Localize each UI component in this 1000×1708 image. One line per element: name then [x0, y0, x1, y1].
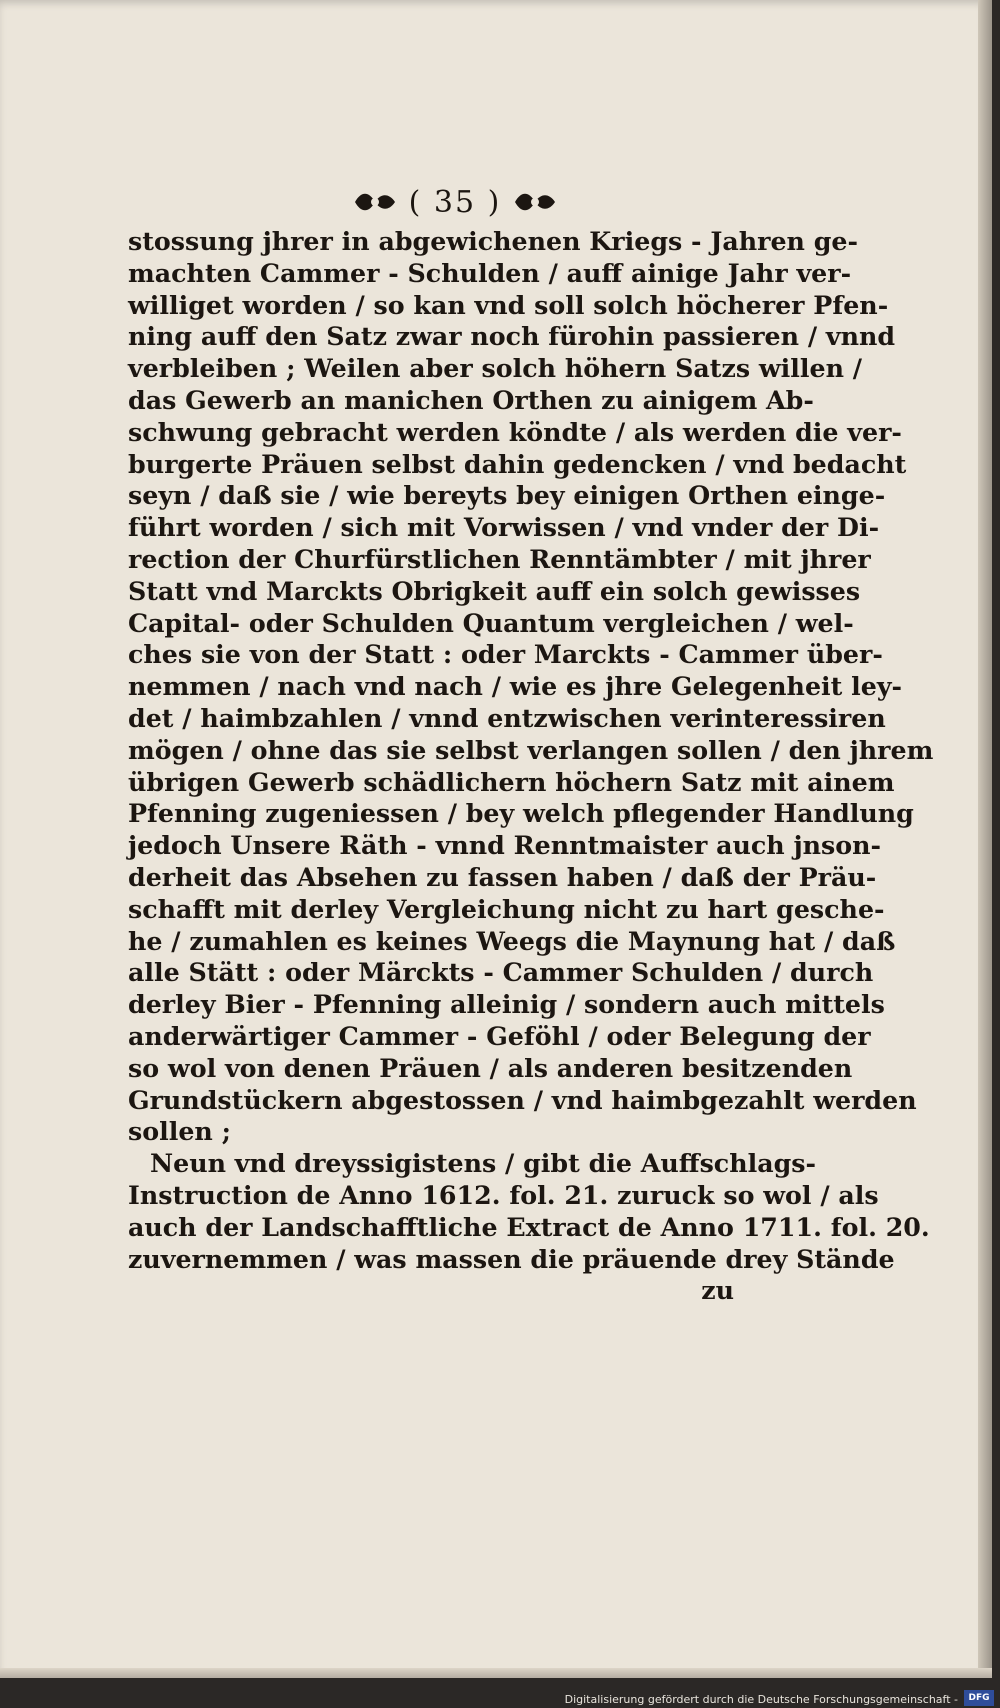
text-line: jedoch Unsere Räth - vnnd Renntmaister auch jnson- [128, 830, 882, 861]
text-line: Capital- oder Schulden Quantum vergleichen / wel- [128, 607, 854, 638]
text-line: zuvernemmen / was massen die präuende drey Stände [128, 1243, 895, 1274]
text-line: seyn / daß sie / wie bereyts bey einigen Orthen einge- [128, 480, 886, 511]
dfg-logo: DFG [964, 1690, 994, 1706]
text-line: Statt vnd Marckts Obrigkeit auff ein solch gewisses [128, 575, 861, 606]
text-line: übrigen Gewerb schädlichern höchern Satz mit ainem [128, 766, 895, 797]
text-line: he / zumahlen es keines Weegs die Maynung hat / daß [128, 925, 896, 956]
text-line: schwung gebracht werden köndte / als werden die ver- [128, 416, 902, 447]
text-line: burgerte Präuen selbst dahin gedencken / vnd bedacht [128, 448, 907, 479]
text-line: ches sie von der Statt : oder Marckts - Cammer über- [128, 639, 883, 670]
text-line: machten Cammer - Schulden / auff ainige Jahr ver- [128, 257, 852, 288]
text-line: alle Stätt : oder Märckts - Cammer Schulden / durch [128, 957, 874, 988]
text-line: williget worden / so kan vnd soll solch höcherer Pfen- [128, 289, 889, 320]
text-line: so wol von denen Präuen / als anderen besitzenden [128, 1052, 853, 1083]
page-bottom-edge [0, 1668, 992, 1678]
page-header [176, 182, 734, 222]
text-line: Pfenning zugeniessen / bey welch pflegender Handlung [128, 798, 914, 829]
text-line: stossung jhrer in abgewichenen Kriegs - Jahren ge- [128, 226, 859, 256]
text-line: auch der Landschafftliche Extract de Anno 1711. fol. 20. [128, 1211, 930, 1242]
page-number: ( 35 ) [408, 184, 502, 220]
digitization-credit: Digitalisierung gefördert durch die Deutsche Forschungsgemeinschaft - [564, 1693, 958, 1706]
text-block [128, 182, 934, 1307]
text-line: das Gewerb an manichen Orthen zu ainigem Ab- [128, 384, 814, 415]
text-line: schafft mit derley Vergleichung nicht zu hart gesche- [128, 893, 885, 924]
ornament-right-icon [513, 189, 557, 215]
text-line: Neun vnd dreyssigistens / gibt die Auffschlags- [150, 1148, 817, 1179]
text-line: verbleiben ; Weilen aber solch höhern Satzs willen / [128, 353, 863, 384]
catchword: zu [701, 1275, 734, 1306]
text-line: derheit das Absehen zu fassen haben / daß der Präu- [128, 861, 877, 892]
text-line: nemmen / nach vnd nach / wie es jhre Gelegenheit ley- [128, 671, 903, 702]
text-line: rection der Churfürstlichen Renntämbter / mit jhrer [128, 543, 871, 574]
text-line: derley Bier - Pfenning alleinig / sondern auch mittels [128, 989, 885, 1020]
text-line: Grundstückern abgestossen / vnd haimbgezahlt werden [128, 1084, 917, 1115]
text-line: Instruction de Anno 1612. fol. 21. zuruck so wol / als [128, 1179, 879, 1210]
ornament-left-icon [353, 189, 397, 215]
page-edge [978, 0, 992, 1678]
text-line: det / haimbzahlen / vnnd entzwischen verinteressiren [128, 702, 886, 733]
text-line: führt worden / sich mit Vorwissen / vnd vnder der Di- [128, 512, 880, 543]
text-line: sollen ; [128, 1116, 231, 1147]
text-line: mögen / ohne das sie selbst verlangen sollen / den jhrem [128, 734, 934, 765]
text-line: anderwärtiger Cammer - Geföhl / oder Belegung der [128, 1020, 871, 1051]
text-line: ning auff den Satz zwar noch fürohin passieren / vnnd [128, 321, 896, 352]
